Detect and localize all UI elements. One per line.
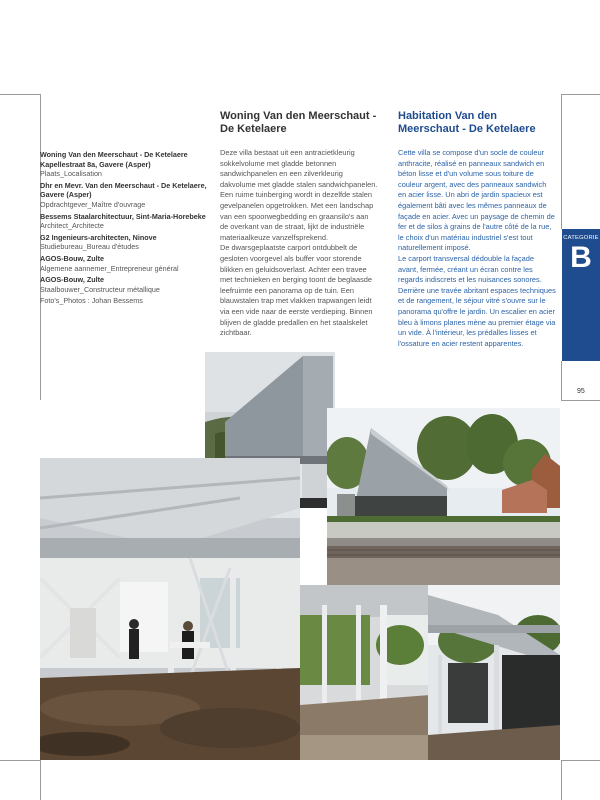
credit-role: Architect_Architecte	[40, 221, 104, 231]
credit-name: AGOS-Bouw, Zulte	[40, 275, 105, 285]
photo-credit: Foto's_Photos : Johan Bessems	[40, 296, 143, 306]
left-bottom-rule	[40, 760, 41, 800]
credit-contractor	[40, 254, 210, 273]
credit-role: Algemene aannemer_Entrepreneur général	[40, 263, 179, 273]
page-number: 95	[577, 388, 585, 395]
project-credits	[40, 150, 210, 306]
credit-name: Dhr en Mevr. Van den Meerschaut - De Ketelaere, Gavere (Asper)	[40, 180, 207, 200]
photo-interior-garden-view	[300, 585, 430, 760]
article-french	[398, 110, 556, 349]
article-title-fr: Habitation Van den Meerschaut - De Ketelaere	[398, 110, 536, 135]
credit-engineers	[40, 233, 210, 252]
photo-house-exterior	[327, 408, 560, 585]
credit-name: AGOS-Bouw, Zulte	[40, 253, 105, 263]
right-top-rule	[561, 94, 562, 229]
credit-role: Opdrachtgever_Maître d'ouvrage	[40, 199, 146, 209]
left-top-rule-horizontal	[0, 94, 41, 95]
left-bottom-rule-horizontal	[0, 760, 41, 761]
article-paragraph-fr: Cette villa se compose d'un socle de couleur anthracite, réalisé en panneaux sandwich en béton lisse et d'un volume sous toiture de couleur argent, avec des panneaux sandwich en acier lisse. Un abri de jardin spacieux est également bâti avec les mêmes panneaux de façade en acier. Avec un paysage de chemin de fer et de silos à grains de l'autre côté de la rue, le choix d'un matériau industriel s'est tout naturellement imposé.	[398, 148, 555, 253]
credit-role: Plaats_Localisation	[40, 169, 102, 179]
article-paragraph-nl: De dwarsgeplaatste carport ontdubbelt de gesloten voorgevel als buffer voor storende blikken en geluidsoverlast. Achter een travee met technieken en berging toont de beglaasde leefruimte een panorama op de tuin. Een blauwstalen trap met vlakken trapwangen leidt via een vide naar de eerste verdieping. Binnen blijven de gladde predallen en het staalskelet zichtbaar.	[220, 243, 373, 338]
credit-name: Bessems Staalarchitectuur, Sint-Maria-Horebeke	[40, 211, 206, 221]
credit-project	[40, 150, 210, 179]
category-label: CATEGORIE	[563, 235, 599, 241]
credit-architect	[40, 212, 210, 231]
right-mid-rule	[561, 361, 562, 401]
credit-owner	[40, 181, 210, 210]
category-letter: B	[570, 241, 592, 274]
article-paragraph-fr: Le carport transversal dédouble la façade avant, fermée, créant un écran contre les regards indiscrets et les nuisances sonores. Derrière une travée abritant espaces techniques et de rangement, le séjour vitré s'ouvre sur le panorama qu'offre le jardin. Un escalier en acier bleu à limons planes mène au premier étage via un vide. À l'intérieur, les prédalles lisses et l'ossature en acier restent apparentes.	[398, 253, 556, 348]
category-tab	[562, 229, 600, 361]
article-dutch	[220, 110, 378, 339]
right-bottom-rule-horizontal	[561, 760, 600, 761]
right-bottom-rule	[561, 760, 562, 800]
credit-name: Woning Van den Meerschaut - De Ketelaere Kapellestraat 8a, Gavere (Asper)	[40, 150, 188, 169]
credit-steel	[40, 275, 210, 294]
article-title-nl: Woning Van den Meerschaut - De Ketelaere	[220, 110, 377, 135]
credit-role: Studiebureau_Bureau d'études	[40, 242, 139, 252]
article-paragraph-nl: Deze villa bestaat uit een antracietkleurig sokkelvolume met gladde betonnen sandwichpanelen en een zilverkleurig dakvolume met gladde stalen sandwichpanelen. Een ruime tuinberging wordt in dezelfde stalen gevelpanelen opgetrokken. Met een landschap van een spoorwegbedding en graansilo's aan de overkant van de straat, lijkt de industriële materiaalkeuze vanzelfsprekend.	[220, 148, 378, 242]
right-top-rule-horizontal	[561, 94, 600, 95]
credit-name: G2 Ingenieurs-architecten, Ninove	[40, 232, 157, 242]
right-mid-rule-horizontal	[561, 400, 600, 401]
photo-interior-construction	[40, 458, 300, 760]
photo-shed-detail	[428, 585, 560, 760]
credit-role: Staalbouwer_Constructeur métallique	[40, 284, 160, 294]
